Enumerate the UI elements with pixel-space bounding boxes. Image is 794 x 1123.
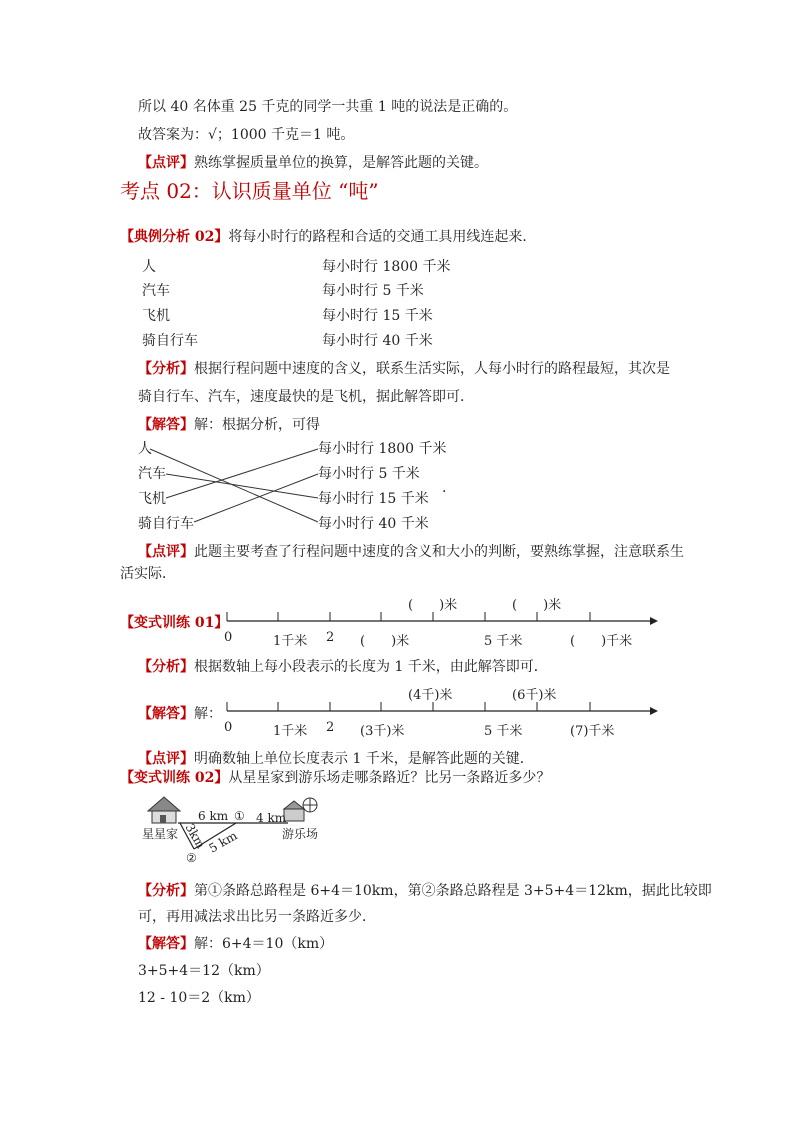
vehicle-bike: 骑自行车 xyxy=(142,333,198,349)
example-answer xyxy=(138,414,320,434)
vehicle-person: 人 xyxy=(142,259,156,275)
example-comment-text: 此题主要考查了行程问题中速度的含义和大小的判断，要熟练掌握，注意联系生 xyxy=(194,544,684,560)
train1-analysis-tag: 【分析】 xyxy=(138,659,194,675)
answer-dot: . xyxy=(442,480,447,496)
vehicle-plane: 飞机 xyxy=(142,308,170,324)
example-comment-tag: 【点评】 xyxy=(138,544,194,560)
label-home: 星星家 xyxy=(142,827,179,841)
amusement-park-icon xyxy=(284,798,317,821)
house-icon xyxy=(148,797,180,823)
dist-4km: 4 km xyxy=(256,811,287,825)
train2-analysis-tag: 【分析】 xyxy=(138,883,194,899)
route-map xyxy=(138,793,338,873)
answer-tag: 【解答】 xyxy=(138,417,194,433)
train1-number-line xyxy=(222,612,662,632)
example-tag: 【典例分析 02】 xyxy=(120,229,229,245)
train1-tag: 【变式训练 01】 xyxy=(120,615,229,631)
train2-question-text: 从星星家到游乐场走哪条路近？比另一条路近多少？ xyxy=(228,770,551,786)
train1-comment xyxy=(138,748,534,768)
answer-bottom-2: 2 xyxy=(326,720,335,735)
train2-analysis-text: 第①条路总路程是 6+4＝10km，第②条路总路程是 3+5+4＝12km，据此比较即 xyxy=(194,883,712,899)
train2-answer-line1: 解：6+4＝10（km） xyxy=(194,936,334,952)
train2-analysis-2: 可，再用减法求出比另一条路近多少． xyxy=(138,909,376,925)
train1-bottom-3: ( )米 xyxy=(360,634,410,649)
example-comment-2: 活实际． xyxy=(120,566,176,582)
train1-bottom-0: 0 xyxy=(224,630,233,645)
intro-comment xyxy=(138,152,488,172)
train2-answer-tag: 【解答】 xyxy=(138,936,194,952)
train1-comment-text: 明确数轴上单位长度表示 1 千米，是解答此题的关键． xyxy=(194,751,534,767)
speed-1800: 每小时行 1800 千米 xyxy=(322,259,451,275)
train2-analysis-1 xyxy=(138,880,712,900)
answer-speed-15: 每小时行 15 千米 xyxy=(318,491,429,507)
train1-answer xyxy=(138,703,222,723)
train1-top-4: ( )米 xyxy=(408,598,458,613)
train1-bottom-2: 2 xyxy=(326,630,335,645)
train1-bottom-1: 1千米 xyxy=(273,634,308,649)
dist-5km: 5 km xyxy=(206,828,240,856)
answer-bottom-1: 1千米 xyxy=(273,724,308,739)
intro-line-1: 所以 40 名体重 25 千克的同学一共重 1 吨的说法是正确的。 xyxy=(138,99,518,115)
answer-vehicle-car: 汽车 xyxy=(138,466,166,482)
comment-text: 熟练掌握质量单位的换算，是解答此题的关键。 xyxy=(194,155,488,171)
train2-question xyxy=(120,767,550,787)
route-2-marker: ② xyxy=(186,851,197,865)
train2-answer-line3: 12 - 10＝2（km） xyxy=(138,990,260,1006)
section-title: 考点 02：认识质量单位 “吨” xyxy=(120,179,379,203)
example-comment-1 xyxy=(138,541,684,561)
line-person-to-5 xyxy=(150,449,318,522)
dist-3km: 3km xyxy=(182,821,208,851)
answer-top-6: (6千)米 xyxy=(512,688,557,703)
answer-bottom-7: (7)千米 xyxy=(570,724,615,739)
route-1-marker: ① xyxy=(234,809,245,823)
speed-5: 每小时行 5 千米 xyxy=(322,283,424,299)
answer-bottom-5: 5 千米 xyxy=(484,724,523,739)
answer-bottom-3: (3千)米 xyxy=(360,724,405,739)
answer-text: 解：根据分析，可得 xyxy=(194,417,320,433)
analysis-tag: 【分析】 xyxy=(138,361,194,377)
train1-analysis-text: 根据数轴上每小段表示的长度为 1 千米，由此解答即可． xyxy=(194,659,548,675)
example-analysis-2: 骑自行车、汽车，速度最快的是飞机，据此解答即可． xyxy=(138,389,474,405)
train2-answer xyxy=(138,933,333,953)
train1-top-6: ( )米 xyxy=(512,598,562,613)
speed-40: 每小时行 40 千米 xyxy=(322,333,433,349)
example-question-text: 将每小时行的路程和合适的交通工具用线连起来． xyxy=(228,229,537,245)
line-plane-to-1800 xyxy=(166,449,318,498)
answer-top-4: (4千)米 xyxy=(408,688,453,703)
answer-table xyxy=(138,438,458,538)
dist-6km: 6 km xyxy=(198,809,229,823)
example-table xyxy=(142,256,451,356)
connecting-lines xyxy=(138,438,458,538)
analysis-text: 根据行程问题中速度的含义，联系生活实际，人每小时行的路程最短，其次是 xyxy=(194,361,670,377)
vehicle-car: 汽车 xyxy=(142,283,170,299)
answer-bottom-0: 0 xyxy=(224,720,233,735)
train2-answer-line2: 3+5+4＝12（km） xyxy=(138,963,270,979)
train1-comment-tag: 【点评】 xyxy=(138,751,194,767)
answer-speed-40: 每小时行 40 千米 xyxy=(318,516,429,532)
example-analysis-1 xyxy=(138,358,670,378)
train1-answer-tag: 【解答】 xyxy=(138,706,194,722)
train1-bottom-7: ( )千米 xyxy=(570,634,633,649)
comment-tag: 【点评】 xyxy=(138,155,194,171)
train1-answer-number-line xyxy=(222,702,662,722)
train1-analysis xyxy=(138,656,548,676)
label-park: 游乐场 xyxy=(282,827,319,841)
answer-speed-5: 每小时行 5 千米 xyxy=(318,466,420,482)
answer-vehicle-bike: 骑自行车 xyxy=(138,516,194,532)
train1-answer-text: 解： xyxy=(194,706,222,722)
intro-line-2: 故答案为：√；1000 千克＝1 吨。 xyxy=(138,127,355,143)
speed-15: 每小时行 15 千米 xyxy=(322,308,433,324)
train2-tag: 【变式训练 02】 xyxy=(120,770,229,786)
answer-speed-1800: 每小时行 1800 千米 xyxy=(318,441,447,457)
train1-bottom-5: 5 千米 xyxy=(484,634,523,649)
answer-vehicle-plane: 飞机 xyxy=(138,491,166,507)
example-question xyxy=(120,226,536,246)
answer-vehicle-person: 人 xyxy=(138,441,152,457)
line-car-to-40 xyxy=(166,474,318,498)
